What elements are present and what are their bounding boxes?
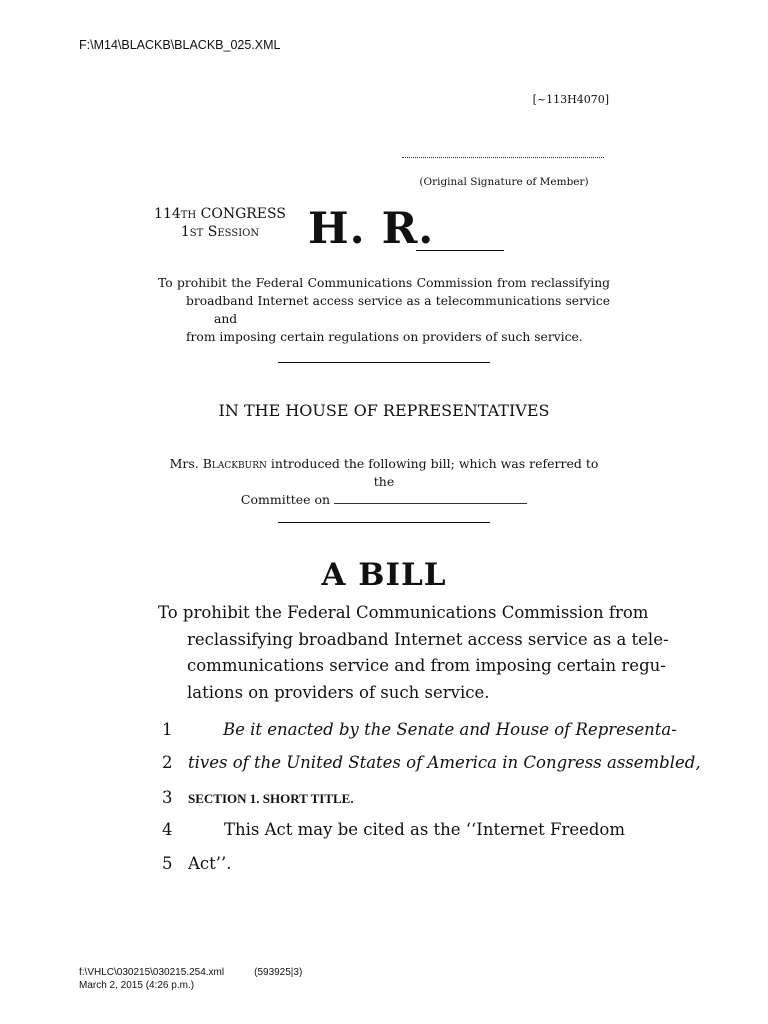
bill-id: [~113H4070] xyxy=(532,93,609,106)
chamber-heading: IN THE HOUSE OF REPRESENTATIVES xyxy=(218,401,550,420)
committee-blank xyxy=(334,491,527,504)
congress-label: CONGRESS xyxy=(200,206,286,222)
bill-purpose xyxy=(158,600,669,706)
bill-text-line xyxy=(158,820,626,844)
file-path: F:\M14\BLACKB\BLACKB_025.XML xyxy=(79,38,281,52)
line-number: 5 xyxy=(162,854,173,873)
introduction-line-1 xyxy=(158,455,610,491)
congress-line xyxy=(150,206,290,224)
purpose-line: broadband Internet access service as a telecommunications service and xyxy=(186,294,610,326)
introduction-statement xyxy=(158,455,610,509)
purpose-large-line: reclassifying broadband Internet access service as a tele- xyxy=(187,629,669,649)
line-number: 2 xyxy=(162,753,173,772)
section-text: Act’’. xyxy=(188,854,232,873)
enacting-clause: tives of the United States of America in Congress assembled, xyxy=(188,753,701,772)
committee-label: Committee on xyxy=(240,492,331,507)
footer-date: March 2, 2015 (4:26 p.m.) xyxy=(79,980,195,991)
bill-number-blank xyxy=(416,250,504,251)
footer-file: f:\VHLC\030215\030215.254.xml xyxy=(79,967,225,978)
introduction-text: introduced the following bill; which was referred to the xyxy=(266,456,599,489)
bill-text-line xyxy=(158,854,610,878)
bill-text-line xyxy=(158,720,677,744)
sponsor-name: Blackburn xyxy=(202,456,267,471)
bill-purpose-summary xyxy=(158,274,610,346)
session-number: 1 xyxy=(180,224,190,240)
purpose-large-line: To prohibit the Federal Communications Commission from xyxy=(158,603,649,622)
divider-rule xyxy=(278,522,490,523)
purpose-summary-text xyxy=(158,274,610,346)
footer-tag: (593925|3) xyxy=(254,967,303,978)
divider-rule xyxy=(278,362,490,363)
sponsor-prefix: Mrs. xyxy=(169,456,203,471)
congress-suffix: TH xyxy=(180,210,197,221)
line-number: 3 xyxy=(162,788,173,807)
bill-designation: H. R. xyxy=(308,204,435,254)
session-line xyxy=(150,224,290,242)
document-footer xyxy=(79,966,302,992)
signature-line xyxy=(402,156,604,158)
bill-text-line xyxy=(158,788,610,812)
purpose-large-line: communications service and from imposing certain regu- xyxy=(187,656,666,675)
enacting-clause: Be it enacted by the Senate and House of Representa- xyxy=(223,720,677,739)
signature-caption: (Original Signature of Member) xyxy=(419,176,589,188)
bill-heading: A BILL xyxy=(321,557,447,593)
purpose-line: To prohibit the Federal Communications Commission from reclassifying xyxy=(158,276,610,290)
line-number: 4 xyxy=(162,820,173,839)
session-suffix: ST xyxy=(189,228,204,239)
purpose-line: from imposing certain regulations on providers of such service. xyxy=(186,330,583,344)
section-text: This Act may be cited as the ‘‘Internet Freedom xyxy=(224,820,626,839)
section-title: SECTION 1. SHORT TITLE. xyxy=(188,791,354,806)
line-number: 1 xyxy=(162,720,173,739)
congress-session-block xyxy=(150,206,290,242)
introduction-line-2 xyxy=(158,491,610,509)
bill-text-line xyxy=(158,753,701,777)
session-label: Session xyxy=(207,224,260,240)
purpose-large-line: lations on providers of such service. xyxy=(187,682,490,702)
congress-number: 114 xyxy=(154,206,181,222)
